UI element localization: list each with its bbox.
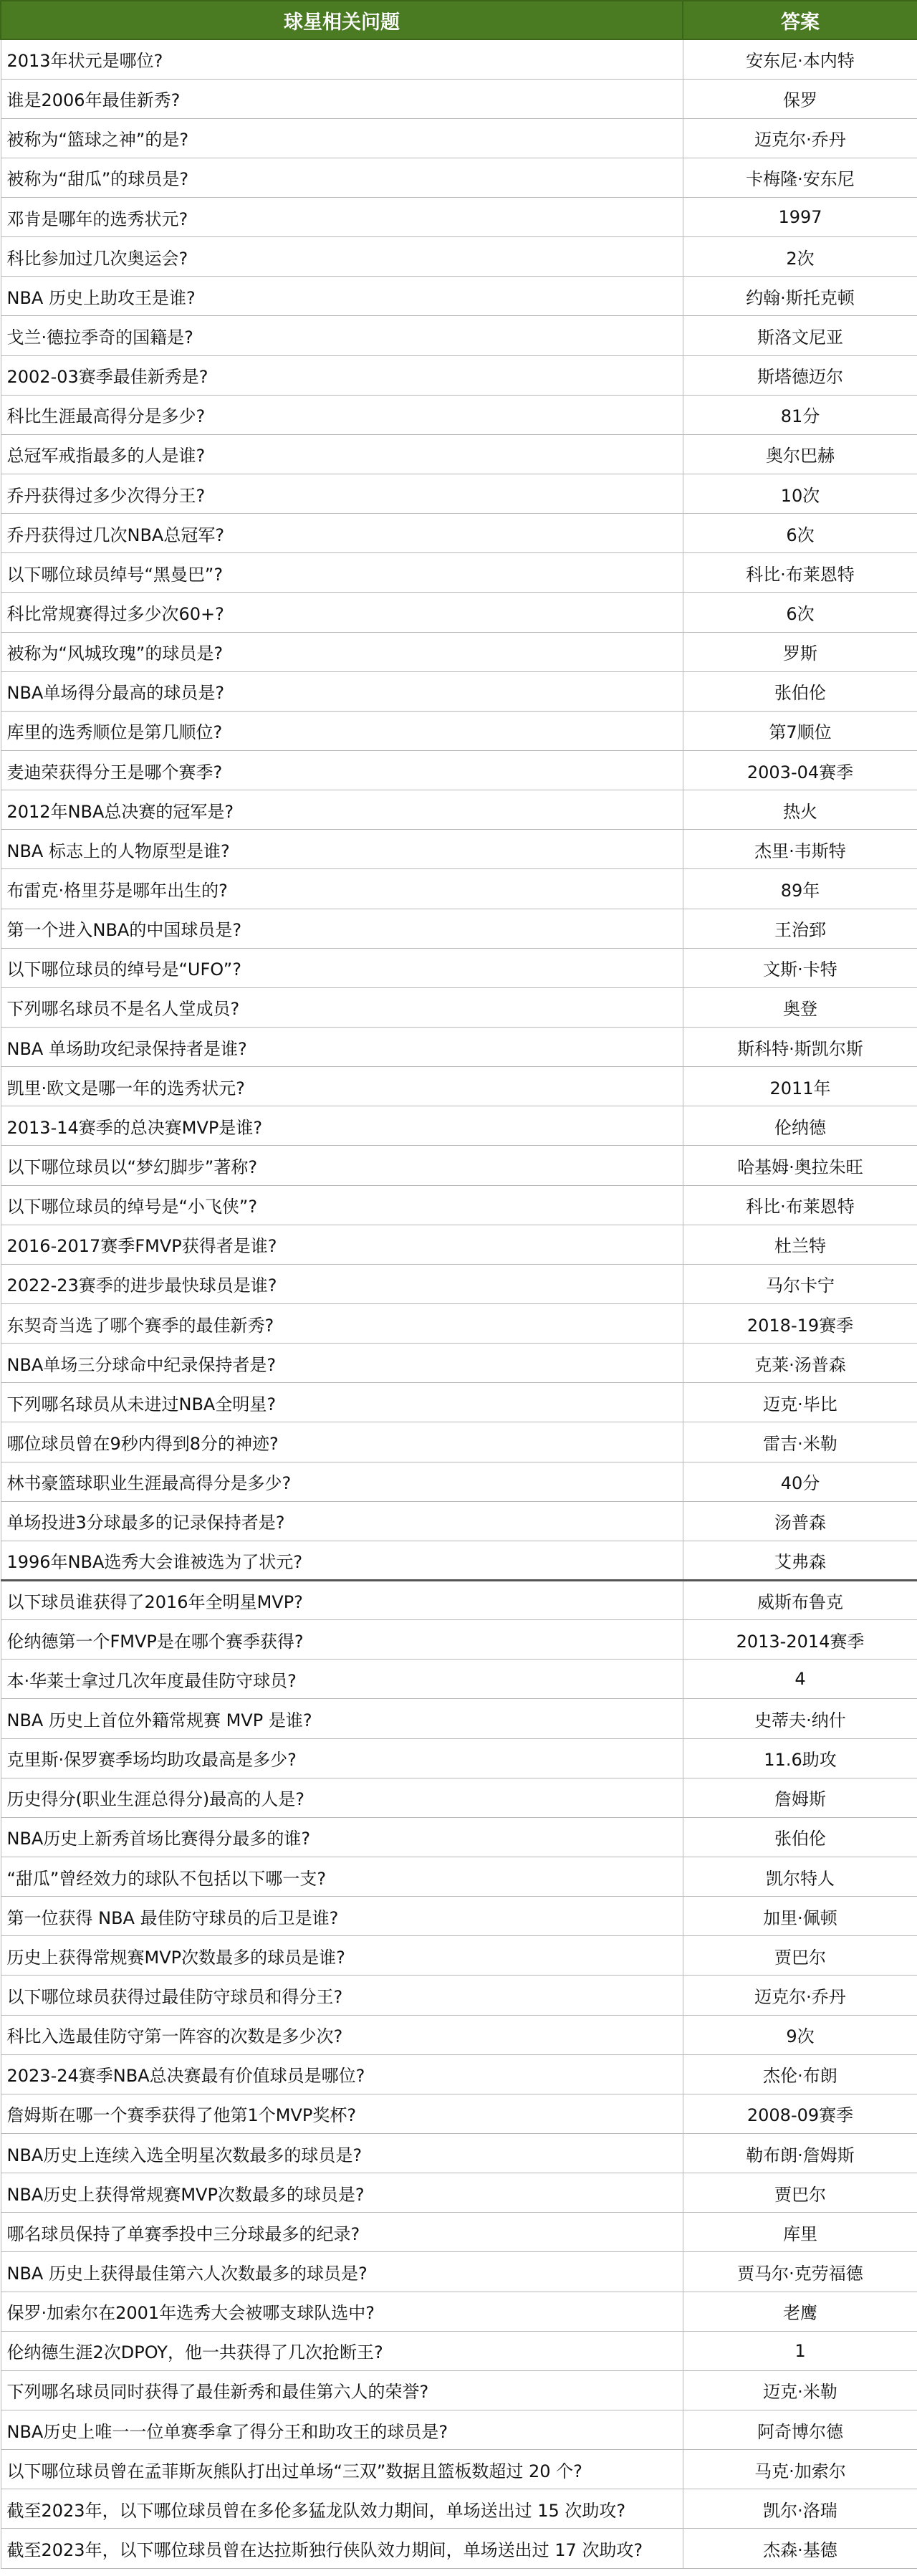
question-cell: 1996年NBA选秀大会谁被选为了状元?	[1, 1541, 683, 1580]
table-row	[1, 751, 917, 790]
question-cell: 被称为“风城玫瑰”的球员是?	[1, 632, 683, 671]
answer-cell: 杰森·基德	[683, 2529, 917, 2568]
answer-cell: 2013-2014赛季	[683, 1620, 917, 1660]
answer-cell: 10次	[683, 474, 917, 514]
answer-cell: 约翰·斯托克顿	[683, 277, 917, 316]
answer-cell: 加里·佩顿	[683, 1897, 917, 1936]
question-cell: 林书豪篮球职业生涯最高得分是多少?	[1, 1462, 683, 1501]
question-cell: NBA单场得分最高的球员是?	[1, 671, 683, 711]
answer-cell: 6次	[683, 514, 917, 553]
answer-cell: 杜兰特	[683, 1225, 917, 1264]
table-row	[1, 395, 917, 434]
question-cell: 库里的选秀顺位是第几顺位?	[1, 711, 683, 750]
question-cell: 伦纳德生涯2次DPOY，他一共获得了几次抢断王?	[1, 2331, 683, 2370]
question-cell: 2013-14赛季的总决赛MVP是谁?	[1, 1106, 683, 1146]
table-row	[1, 1304, 917, 1344]
question-cell: NBA 标志上的人物原型是谁?	[1, 830, 683, 869]
question-cell: 本·华莱士拿过几次年度最佳防守球员?	[1, 1660, 683, 1699]
answer-cell: 贾马尔·克劳福德	[683, 2252, 917, 2292]
answer-cell: 2011年	[683, 1067, 917, 1106]
table-row	[1, 593, 917, 632]
table-row	[1, 355, 917, 395]
question-cell: NBA 历史上获得最佳第六人次数最多的球员是?	[1, 2252, 683, 2292]
answer-cell: 老鹰	[683, 2292, 917, 2331]
question-cell: 布雷克·格里芬是哪年出生的?	[1, 869, 683, 909]
question-cell: 以下哪位球员获得过最佳防守球员和得分王?	[1, 1976, 683, 2015]
answer-cell: 81分	[683, 395, 917, 434]
question-cell: 下列哪名球员同时获得了最佳新秀和最佳第六人的荣誉?	[1, 2370, 683, 2410]
table-row	[1, 1067, 917, 1106]
table-row	[1, 1225, 917, 1264]
answer-cell: 迈克尔·乔丹	[683, 118, 917, 158]
question-cell: 以下哪位球员绰号“黑曼巴”?	[1, 553, 683, 593]
table-row	[1, 2410, 917, 2449]
table-row	[1, 2292, 917, 2331]
question-cell: 科比参加过几次奥运会?	[1, 237, 683, 277]
table-row	[1, 1620, 917, 1660]
table-row	[1, 158, 917, 197]
table-row	[1, 434, 917, 474]
table-row	[1, 1422, 917, 1462]
answer-cell: 哈基姆·奥拉朱旺	[683, 1146, 917, 1185]
answer-cell: 马尔卡宁	[683, 1264, 917, 1303]
header-row	[1, 1, 917, 39]
question-cell: 下列哪名球员不是名人堂成员?	[1, 987, 683, 1027]
table-row	[1, 1462, 917, 1501]
table-row	[1, 909, 917, 948]
answer-cell: 安东尼·本内特	[683, 39, 917, 79]
question-cell: 哪名球员保持了单赛季投中三分球最多的纪录?	[1, 2213, 683, 2252]
answer-cell: 斯洛文尼亚	[683, 316, 917, 355]
table-row	[1, 118, 917, 158]
table-row	[1, 474, 917, 514]
table-row	[1, 2252, 917, 2292]
table-row	[1, 2133, 917, 2173]
table-row	[1, 790, 917, 830]
answer-cell: 保罗	[683, 79, 917, 118]
table-row	[1, 948, 917, 987]
table-row	[1, 1857, 917, 1896]
answer-cell: 迈克尔·乔丹	[683, 1976, 917, 2015]
question-cell: NBA 单场助攻纪录保持者是谁?	[1, 1028, 683, 1067]
answer-cell: 1997	[683, 198, 917, 237]
question-cell: 以下球员谁获得了2016年全明星MVP?	[1, 1580, 683, 1619]
question-cell: NBA历史上获得常规赛MVP次数最多的球员是?	[1, 2173, 683, 2213]
question-cell: 截至2023年，以下哪位球员曾在多伦多猛龙队效力期间，单场送出过 15 次助攻?	[1, 2489, 683, 2529]
question-cell: 乔丹获得过多少次得分王?	[1, 474, 683, 514]
table-row	[1, 711, 917, 750]
answer-cell: 伦纳德	[683, 1106, 917, 1146]
answer-cell: 雷吉·米勒	[683, 1422, 917, 1462]
table-row	[1, 39, 917, 79]
answer-cell: 2003-04赛季	[683, 751, 917, 790]
answer-cell: 马克·加索尔	[683, 2450, 917, 2489]
question-cell: NBA历史上唯一一位单赛季拿了得分王和助攻王的球员是?	[1, 2410, 683, 2449]
table-row	[1, 830, 917, 869]
question-cell: 截至2023年，以下哪位球员曾在达拉斯独行侠队效力期间，单场送出过 17 次助攻?	[1, 2529, 683, 2568]
question-cell: 麦迪荣获得分王是哪个赛季?	[1, 751, 683, 790]
question-cell: 2012年NBA总决赛的冠军是?	[1, 790, 683, 830]
table-row	[1, 1028, 917, 1067]
answer-column-header: 答案	[683, 1, 917, 39]
question-cell: NBA 历史上助攻王是谁?	[1, 277, 683, 316]
table-row	[1, 1383, 917, 1422]
question-cell: 科比常规赛得过多少次60+?	[1, 593, 683, 632]
question-cell: 东契奇当选了哪个赛季的最佳新秀?	[1, 1304, 683, 1344]
table-row	[1, 632, 917, 671]
question-cell: 以下哪位球员以“梦幻脚步”著称?	[1, 1146, 683, 1185]
question-cell: 科比生涯最高得分是多少?	[1, 395, 683, 434]
answer-cell: 6次	[683, 593, 917, 632]
table-row	[1, 2370, 917, 2410]
answer-cell: 斯科特·斯凯尔斯	[683, 1028, 917, 1067]
answer-cell: 贾巴尔	[683, 1936, 917, 1976]
question-cell: 以下哪位球员的绰号是“UFO”?	[1, 948, 683, 987]
table-row	[1, 2489, 917, 2529]
answer-cell: 40分	[683, 1462, 917, 1501]
answer-cell: 勒布朗·詹姆斯	[683, 2133, 917, 2173]
answer-cell: 凯尔特人	[683, 1857, 917, 1896]
table-row	[1, 1106, 917, 1146]
question-cell: 历史上获得常规赛MVP次数最多的球员是谁?	[1, 1936, 683, 1976]
question-cell: 下列哪名球员从未进过NBA全明星?	[1, 1383, 683, 1422]
question-cell: NBA历史上新秀首场比赛得分最多的谁?	[1, 1817, 683, 1857]
answer-cell: 科比·布莱恩特	[683, 553, 917, 593]
answer-cell: 卡梅隆·安东尼	[683, 158, 917, 197]
question-cell: 单场投进3分球最多的记录保持者是?	[1, 1501, 683, 1541]
table-row	[1, 1660, 917, 1699]
table-row	[1, 1976, 917, 2015]
answer-cell: 阿奇博尔德	[683, 2410, 917, 2449]
answer-cell: 杰伦·布朗	[683, 2054, 917, 2094]
question-cell: 詹姆斯在哪一个赛季获得了他第1个MVP奖杯?	[1, 2094, 683, 2133]
question-cell: 凯里·欧文是哪一年的选秀状元?	[1, 1067, 683, 1106]
question-cell: “甜瓜”曾经效力的球队不包括以下哪一支?	[1, 1857, 683, 1896]
answer-cell: 威斯布鲁克	[683, 1580, 917, 1619]
table-row	[1, 2213, 917, 2252]
table-row	[1, 2331, 917, 2370]
question-cell: 第一位获得 NBA 最佳防守球员的后卫是谁?	[1, 1897, 683, 1936]
question-cell: 科比入选最佳防守第一阵容的次数是多少次?	[1, 2015, 683, 2054]
answer-cell: 11.6助攻	[683, 1738, 917, 1778]
question-cell: 2016-2017赛季FMVP获得者是谁?	[1, 1225, 683, 1264]
question-cell: 被称为“甜瓜”的球员是?	[1, 158, 683, 197]
question-cell: 总冠军戒指最多的人是谁?	[1, 434, 683, 474]
answer-cell: 汤普森	[683, 1501, 917, 1541]
question-cell: 乔丹获得过几次NBA总冠军?	[1, 514, 683, 553]
answer-cell: 罗斯	[683, 632, 917, 671]
answer-cell: 2018-19赛季	[683, 1304, 917, 1344]
table-row	[1, 79, 917, 118]
answer-cell: 科比·布莱恩特	[683, 1185, 917, 1225]
answer-cell: 迈克·米勒	[683, 2370, 917, 2410]
answer-cell: 凯尔·洛瑞	[683, 2489, 917, 2529]
answer-cell: 斯塔德迈尔	[683, 355, 917, 395]
question-cell: 历史得分(职业生涯总得分)最高的人是?	[1, 1778, 683, 1817]
table-row	[1, 987, 917, 1027]
table-row	[1, 1936, 917, 1976]
answer-cell: 迈克·毕比	[683, 1383, 917, 1422]
table-row	[1, 198, 917, 237]
answer-cell: 史蒂夫·纳什	[683, 1699, 917, 1738]
question-cell: 2022-23赛季的进步最快球员是谁?	[1, 1264, 683, 1303]
question-cell: NBA单场三分球命中纪录保持者是?	[1, 1344, 683, 1383]
question-cell: 哪位球员曾在9秒内得到8分的神迹?	[1, 1422, 683, 1462]
table-row	[1, 277, 917, 316]
table-row	[1, 1580, 917, 1619]
question-cell: 以下哪位球员的绰号是“小飞侠”?	[1, 1185, 683, 1225]
question-column-header: 球星相关问题	[1, 1, 683, 39]
question-cell: 2002-03赛季最佳新秀是?	[1, 355, 683, 395]
answer-cell: 2次	[683, 237, 917, 277]
table-row	[1, 237, 917, 277]
table-row	[1, 316, 917, 355]
answer-cell: 热火	[683, 790, 917, 830]
answer-cell: 第7顺位	[683, 711, 917, 750]
table-row	[1, 2450, 917, 2489]
question-cell: 被称为“篮球之神”的是?	[1, 118, 683, 158]
table-row	[1, 1264, 917, 1303]
question-cell: NBA历史上连续入选全明星次数最多的球员是?	[1, 2133, 683, 2173]
table-row	[1, 2054, 917, 2094]
question-cell: 第一个进入NBA的中国球员是?	[1, 909, 683, 948]
answer-cell: 张伯伦	[683, 671, 917, 711]
table-row	[1, 2094, 917, 2133]
table-row	[1, 1897, 917, 1936]
table-row	[1, 2015, 917, 2054]
answer-cell: 4	[683, 1660, 917, 1699]
question-cell: 谁是2006年最佳新秀?	[1, 79, 683, 118]
table-row	[1, 553, 917, 593]
table-row	[1, 1501, 917, 1541]
answer-cell: 艾弗森	[683, 1541, 917, 1580]
answer-cell: 张伯伦	[683, 1817, 917, 1857]
question-cell: 2013年状元是哪位?	[1, 39, 683, 79]
answer-cell: 克莱·汤普森	[683, 1344, 917, 1383]
answer-cell: 2008-09赛季	[683, 2094, 917, 2133]
answer-cell: 奥尔巴赫	[683, 434, 917, 474]
table-row	[1, 869, 917, 909]
table-row	[1, 1738, 917, 1778]
table-row	[1, 2529, 917, 2568]
question-cell: 保罗·加索尔在2001年选秀大会被哪支球队选中?	[1, 2292, 683, 2331]
table-row	[1, 1778, 917, 1817]
answer-cell: 库里	[683, 2213, 917, 2252]
answer-cell: 贾巴尔	[683, 2173, 917, 2213]
answer-cell: 文斯·卡特	[683, 948, 917, 987]
question-cell: 以下哪位球员曾在孟菲斯灰熊队打出过单场“三双”数据且篮板数超过 20 个?	[1, 2450, 683, 2489]
answer-cell: 89年	[683, 869, 917, 909]
table-row	[1, 1541, 917, 1580]
table-row	[1, 1817, 917, 1857]
table-row	[1, 1344, 917, 1383]
question-cell: 2023-24赛季NBA总决赛最有价值球员是哪位?	[1, 2054, 683, 2094]
table-row	[1, 2173, 917, 2213]
answer-cell: 1	[683, 2331, 917, 2370]
question-cell: 戈兰·德拉季奇的国籍是?	[1, 316, 683, 355]
question-cell: 邓肯是哪年的选秀状元?	[1, 198, 683, 237]
question-cell: 克里斯·保罗赛季场均助攻最高是多少?	[1, 1738, 683, 1778]
table-row	[1, 1185, 917, 1225]
table-row	[1, 1146, 917, 1185]
answer-cell: 詹姆斯	[683, 1778, 917, 1817]
answer-cell: 奥登	[683, 987, 917, 1027]
answer-cell: 杰里·韦斯特	[683, 830, 917, 869]
table-row	[1, 671, 917, 711]
question-cell: NBA 历史上首位外籍常规赛 MVP 是谁?	[1, 1699, 683, 1738]
table-row	[1, 514, 917, 553]
answer-cell: 王治郅	[683, 909, 917, 948]
table-row	[1, 1699, 917, 1738]
answer-cell: 9次	[683, 2015, 917, 2054]
question-cell: 伦纳德第一个FMVP是在哪个赛季获得?	[1, 1620, 683, 1660]
